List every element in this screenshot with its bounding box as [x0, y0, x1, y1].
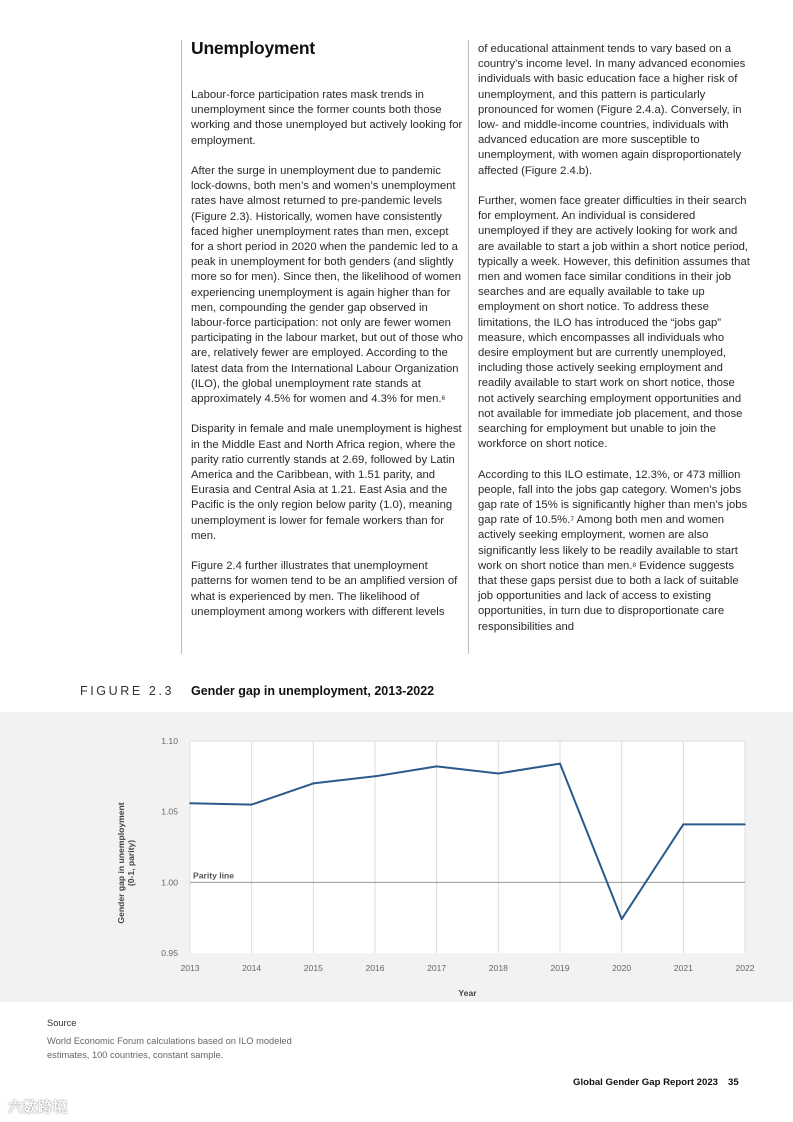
figure-title: Gender gap in unemployment, 2013-2022: [191, 684, 435, 698]
x-tick-label-2018: 2018: [488, 963, 508, 973]
y-axis-title-line-1: Gender gap in unemployment: [116, 802, 126, 924]
data-point-2019: [559, 763, 561, 765]
y-tick-label: 0.95: [161, 948, 178, 958]
paragraph-6: Further, women face greater difficulties in their search for employment. An individual is considered unemployed if they are actively looking for work and are available to start a job within a short notice period, typically a week. However, this definition assumes that men and women face similar conditions in their job searches and are equally available to take up employment on short notice. To address these limitations, the ILO has introduced the “jobs gap” measure, which encompasses all individuals who desire employment but are currently unemployed, including those actively seeking employment and readily available to start work on short notice, those not actively searching employment opportunities and not available for immediate job placement, and those searching for employment but unable to join the workforce on short notice.: [478, 195, 750, 451]
data-point-2014: [251, 804, 253, 806]
source-text: World Economic Forum calculations based on ILO modeled estimates, 100 countries, constant sample.: [47, 1036, 292, 1060]
x-tick-label-2020: 2020: [612, 963, 632, 973]
figure-label: FIGURE 2.3: [80, 684, 175, 698]
y-tick-label: 1.00: [161, 877, 178, 888]
data-point-2015: [313, 783, 315, 785]
data-point-2021: [683, 824, 685, 826]
paragraph-5: of educational attainment tends to vary based on a country’s income level. In many advanced economies individuals with basic education face a higher risk of unemployment, and this pattern is particularly pronounced for women (Figure 2.4.a). Conversely, in low- and middle-income countries, individuals with advanced education are more susceptible to unemployment, with women again disproportionately affected (Figure 2.4.b).: [478, 43, 746, 177]
page-number: 35: [728, 1077, 739, 1088]
x-tick-label-2016: 2016: [365, 963, 385, 973]
watermark: 六数跨境: [8, 1099, 68, 1115]
x-tick-label-2017: 2017: [427, 963, 447, 973]
data-point-2022: [744, 824, 746, 826]
x-tick-label-2019: 2019: [550, 963, 570, 973]
x-tick-label-2022: 2022: [735, 963, 755, 973]
parity-line-label: Parity line: [193, 870, 235, 881]
paragraph-4: Figure 2.4 further illustrates that unemployment patterns for women tend to be an amplified version of what is experienced by men. The likelihood of unemployment among workers with different levels: [191, 560, 458, 618]
data-point-2017: [436, 766, 438, 768]
paragraph-3: Disparity in female and male unemployment is highest in the Middle East and North Africa region, where the parity ratio currently stands at 2.69, followed by Latin America and the Caribbean, with 1.51 parity, and Eurasia and Central Asia at 1.21. East Asia and the Pacific is the only region below parity (1.0), meaning unemployment is lower for female workers than for men.: [191, 423, 462, 542]
data-point-2016: [374, 776, 376, 778]
column-divider-left: [181, 40, 182, 654]
plot-area: [190, 741, 745, 953]
data-point-2013: [189, 802, 191, 804]
footnote-8: 8: [632, 561, 637, 569]
x-tick-label-2014: 2014: [242, 963, 262, 973]
paragraph-1: Labour-force participation rates mask trends in unemployment since the former counts both those working and those unemployed but actively looking for employment.: [191, 89, 463, 147]
y-tick-label: 1.10: [161, 736, 178, 746]
section-title: Unemployment: [191, 38, 316, 58]
x-tick-label-2013: 2013: [180, 963, 200, 973]
paragraph-2: After the surge in unemployment due to pandemic lock-downs, both men’s and women’s unemployment rates have almost returned to pre-pandemic levels (Figure 2.3). Historically, women have consistently faced higher unemployment rates than men, except for a short period in 2020 when the pandemic led to a peak in unemployment for both genders (and slightly more so for men). Since then, the likelihood of women experiencing unemployment is again higher than for men, compounding the gender gap observed in labour-force participation: not only are fewer women participating in the labour market, but out of those who are, relatively fewer are employed. According to the latest data from the International Labour Organization (ILO), the global unemployment rate stands at approximately 4.5% for women and 4.3% for men.$^6$: [191, 165, 463, 406]
data-point-2018: [498, 773, 500, 775]
column-divider: [468, 40, 469, 654]
source-heading: Source: [47, 1018, 77, 1028]
y-axis-title: [116, 802, 136, 923]
paragraph-7: According to this ILO estimate, 12.3%, or 473 million people, fall into the jobs gap category. Women’s jobs gap rate of 15% is significantly higher than men’s jobs gap rate of 10.5%.$^7$ Among both men and women actively seeking employment, women are also significantly less likely to be readily available to start work on short notice than men.$^8$ Evidence suggests that these gaps persist due to both a lack of suitable job opportunities and lack of access to existing opportunities, in turn due to disproportionate care responsibilities and: [478, 468, 748, 633]
left-column: [191, 88, 463, 635]
page-footer: [573, 1077, 739, 1088]
y-axis-title-line-2: (0-1, parity): [126, 839, 136, 887]
right-column: [478, 42, 753, 650]
line-chart: [0, 712, 793, 1002]
x-axis-title: Year: [458, 988, 477, 998]
y-tick-label: 1.05: [161, 806, 178, 817]
x-tick-label-2021: 2021: [673, 963, 693, 973]
data-point-2020: [621, 918, 623, 920]
footnote-6: 6: [441, 395, 446, 403]
x-tick-label-2015: 2015: [303, 963, 323, 973]
report-name: Global Gender Gap Report 2023: [573, 1077, 719, 1088]
footnote-7: 7: [570, 516, 574, 524]
